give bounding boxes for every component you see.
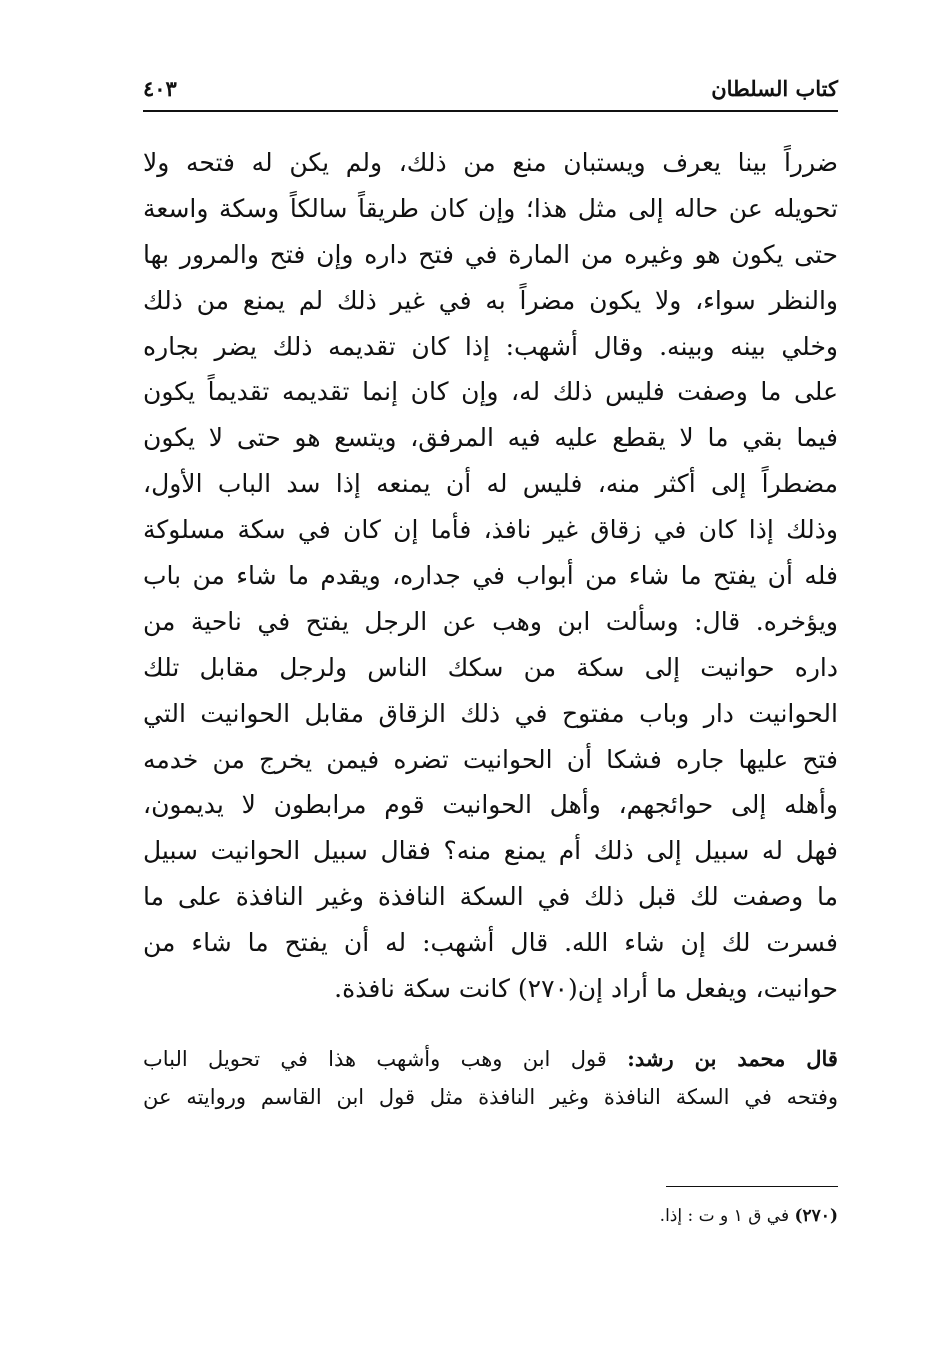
text-line: فسرت لك إن شاء الله. قال أشهب: له أن يفتح ما شاء من bbox=[143, 928, 838, 958]
text-line: فيما بقي ما لا يقطع عليه فيه المرفق، ويتسع هو حتى لا يكون bbox=[143, 423, 838, 453]
footnote-text: في ق ١ و ت : إذا. bbox=[659, 1206, 790, 1226]
text-line: وأهله إلى حوائجهم، وأهل الحوانيت قوم مرابطون لا يديمون، bbox=[143, 790, 838, 820]
book-title: كتاب السلطان bbox=[711, 76, 838, 101]
text-line: ما وصفت لك قبل ذلك في السكة النافذة وغير النافذة على ما bbox=[143, 882, 838, 912]
commentary-paragraph bbox=[143, 1040, 838, 1116]
running-header bbox=[143, 70, 838, 112]
text-line-last: حوانيت، ويفعل ما أراد إن(٢٧٠) كانت سكة نافذة. bbox=[334, 974, 838, 1004]
text-line: وخلي بينه وبينه. وقال أشهب: إذا كان تقديمه ذلك يضر بجاره bbox=[143, 331, 838, 361]
text-line: فهل له سبيل إلى ذلك أم يمنع منه؟ فقال سبيل الحوانيت سبيل bbox=[143, 836, 838, 866]
text-line: مضطراً إلى أكثر منه، فليس له أن يمنعه إذا سد الباب الأول، bbox=[143, 469, 838, 499]
text-line: حتى يكون هو وغيره من المارة في فتح داره وإن فتح والمرور بها bbox=[143, 239, 838, 269]
text-line: على ما وصفت فليس ذلك له، وإن كان إنما تقديمه تقديماً يكون bbox=[143, 377, 838, 407]
text-line: فتح عليها جاره فشكا أن الحوانيت تضره فيمن يخرج من خدمه bbox=[143, 744, 838, 774]
text-line: والنظر سواء، ولا يكون مضراً به في غير ذلك لم يمنع من ذلك bbox=[143, 285, 838, 315]
footnote bbox=[660, 1206, 838, 1226]
text-line: ويؤخره. قال: وسألت ابن وهب عن الرجل يفتح في ناحية من bbox=[143, 606, 838, 636]
page-number: ٤٠٣ bbox=[143, 76, 177, 101]
text-line: وذلك إذا كان في زقاق غير نافذ، فأما إن كان في سكة مسلوكة bbox=[143, 515, 838, 545]
commentary-line: وفتحه في السكة النافذة وغير النافذة مثل قول ابن القاسم وروايته عن bbox=[143, 1085, 838, 1109]
text-line: داره حوانيت إلى سكة من سكك الناس ولرجل مقابل تلك bbox=[143, 652, 838, 682]
footnote-divider bbox=[666, 1186, 838, 1187]
commentary-text: قول ابن وهب وأشهب هذا في تحويل الباب bbox=[143, 1047, 607, 1071]
commentary-speaker: قال محمد بن رشد: bbox=[627, 1046, 838, 1071]
text-line: الحوانيت دار وباب مفتوح في ذلك الزقاق مقابل الحوانيت التي bbox=[143, 698, 838, 728]
main-text bbox=[143, 140, 838, 1012]
text-line: فله أن يفتح ما شاء من أبواب في جداره، ويقدم ما شاء من باب bbox=[143, 561, 838, 591]
footnote-number: (٢٧٠) bbox=[794, 1206, 838, 1226]
text-line: تحويله عن حاله إلى مثل هذا؛ وإن كان طريقاً سالكاً وسكة واسعة bbox=[143, 193, 838, 223]
commentary-line bbox=[143, 1040, 838, 1078]
text-line: ضرراً بينا يعرف ويستبان منع من ذلك، ولم يكن له فتحه ولا bbox=[143, 148, 838, 177]
